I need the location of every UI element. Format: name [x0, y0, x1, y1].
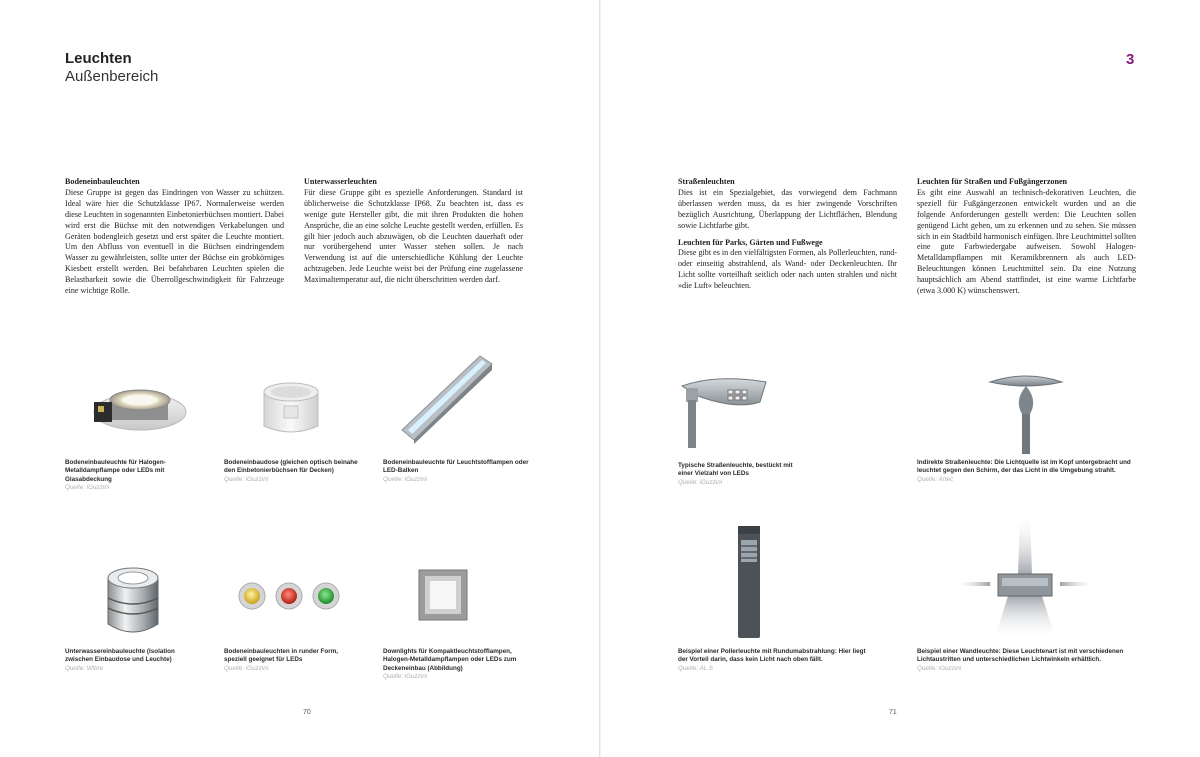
- caption-text: Typische Straßenleuchte, bestückt mit einer Vielzahl von LEDs: [678, 462, 793, 478]
- caption-source: Quelle: iGuzzini: [383, 672, 428, 680]
- figure-caption: [65, 648, 195, 673]
- chapter-title: Leuchten: [65, 50, 132, 67]
- column-heading: Unterwasserleuchten: [304, 177, 377, 186]
- column-heading: Straßenleuchten: [678, 177, 735, 186]
- page-number-left: 70: [303, 709, 311, 716]
- caption-text: Bodeneinbaudose (gleichen optisch beinahe den Einbetonierbüchsen für Decken): [224, 459, 358, 475]
- column-body-2: Diese gibt es in den vielfältigsten Formen, als Pollerleuchten, rund- oder einseitig abstrahlend, als Wand- oder Deckenleuchten. Ihr Licht sollte vorteilhaft seitlich oder nach unten strahlen und nicht »die Luft« beleuchten.: [678, 248, 897, 291]
- page-number-right: 71: [889, 709, 897, 716]
- mounting-box-icon: [256, 376, 326, 438]
- square-downlight-icon: [417, 568, 469, 622]
- caption-source: Quelle: iGuzzini: [917, 664, 962, 672]
- figure-caption: [224, 459, 370, 484]
- figure-caption: [383, 648, 533, 681]
- figure-caption: [383, 459, 533, 484]
- caption-text: Indirekte Straßenleuchte: Die Lichtquelle ist im Kopf untergebracht und leuchtet gegen den Schirm, der das Licht in die Umgebung strahlt.: [917, 459, 1131, 475]
- figure-caption: [65, 459, 205, 492]
- figure-caption: [678, 648, 868, 673]
- caption-source: Quelle: Artec: [917, 475, 954, 483]
- caption-text: Beispiel einer Pollerleuchte mit Rundumabstrahlung: Hier liegt der Vorteil darin, dass kein Licht nach oben fällt.: [678, 648, 866, 664]
- indirect-street-light-icon: [984, 370, 1068, 454]
- column-heading: Leuchten für Straßen und Fußgängerzonen: [917, 177, 1068, 186]
- caption-source: Quelle: iGuzzini: [224, 664, 269, 672]
- underwater-light-icon: [100, 558, 166, 640]
- figure-caption: [224, 648, 354, 673]
- text-column-bodeneinbauleuchten: [65, 177, 284, 297]
- column-subheading: Leuchten für Parks, Gärten und Fußwege: [678, 237, 823, 247]
- caption-text: Unterwassereinbauleuchte (Isolation zwischen Einbaudose und Leuchte): [65, 648, 175, 664]
- column-body: Dies ist ein Spezialgebiet, das vorwiegend dem Fachmann überlassen werden muss, da es hier zwingende Vorschriften bezüglich Ausrichtung, Überlappung der Lichtflächen, Blendung sowie Lichtfarbe gibt.: [678, 187, 897, 230]
- linear-floor-light-icon: [396, 352, 496, 444]
- figure-caption: [678, 462, 798, 487]
- caption-text: Bodeneinbauleuchte für Leuchtstofflampen oder LED-Balken: [383, 459, 529, 475]
- column-body: Für diese Gruppe gibt es spezielle Anforderungen. Standard ist üblicherweise die Schutzklasse IP68. Zu beachten ist, dass es wenige gute Hersteller gibt, die mit ihren Produkten die hohen Ansprüche, die an eine solche Leuchte gestellt werden, erfüllen. Es gilt hier jedoch auch abzuwägen, ob die Leuchten dauerhaft oder nur vorübergehend unter Wasser stehen sollen. Je nach Verwendung ist auf die unterschiedliche Kühlung der Leuchte achtzugeben. Jede Leuchte weist bei der Prüfung eine zugelassene Maximaltemperatur auf, die nicht überschritten werden darf.: [304, 187, 523, 285]
- column-body: Diese Gruppe ist gegen das Eindringen von Wasser zu schützen. Ideal wäre hier die Schutzklasse IP67. Normalerweise werden diese Leuchten in sogenannten Einbetonierbüchsen montiert. Dabei wird erst die Büchse mit den notwendigen Verkabelungen und Geräten bodengleich gesetzt und erst später die Leuchte montiert. Um den Abfluss von eventuell in die Büchsen eindringendem Wasser zu gewährleisten, sollte unter der Büchse ein grobkörniges Kiesbett erstellt werden. Bei befahrbaren Leuchten spielen die Belastbarkeit sowie die Überrollgeschwindigkeit für Fahrzeuge eine wichtige Rolle.: [65, 187, 284, 296]
- caption-source: Quelle: Wibre: [65, 664, 104, 672]
- caption-source: Quelle: iGuzzini: [65, 483, 110, 491]
- round-floor-lights-icon: [238, 580, 342, 612]
- column-heading: Bodeneinbauleuchten: [65, 177, 140, 186]
- chapter-subtitle: Außenbereich: [65, 68, 159, 85]
- caption-text: Beispiel einer Wandleuchte: Diese Leuchtenart ist mit verschiedenen Lichtaustritten und unterschiedlichen Lichtwinkeln erhältlich.: [917, 648, 1124, 664]
- text-column-unterwasserleuchten: [304, 177, 523, 286]
- text-column-fussgaengerzonen: [917, 177, 1136, 297]
- caption-source: Quelle: AL S: [678, 664, 714, 672]
- caption-text: Bodeneinbauleuchte für Halogen-Metalldampflampe oder LEDs mit Glasabdeckung: [65, 459, 166, 483]
- wall-light-icon: [950, 512, 1100, 640]
- text-column-strassenleuchten: [678, 177, 897, 292]
- caption-text: Downlights für Kompaktleuchtstofflampen, Halogen-Metalldampflampen oder LEDs zum Deckeneinbau (Abbildung): [383, 648, 517, 672]
- street-light-icon: [676, 372, 774, 448]
- chapter-number: 3: [1126, 51, 1135, 68]
- figure-caption: [917, 459, 1139, 484]
- figure-caption: [917, 648, 1139, 673]
- caption-source: Quelle: iGuzzini: [383, 475, 428, 483]
- caption-text: Bodeneinbauleuchten in runder Form, speziell geeignet für LEDs: [224, 648, 339, 664]
- recessed-floor-light-icon: [84, 372, 189, 442]
- caption-source: Quelle: iGuzzini: [224, 475, 269, 483]
- bollard-light-icon: [734, 522, 764, 640]
- column-body: Es gibt eine Auswahl an technisch-dekorativen Leuchten, die speziell für Fußgängerzonen entwickelt wurden und an die folgende Anforderungen gestellt werden: Die Leuchten sollen genügend Licht geben, um zu erkennen und zu sehen. Sie müssen sich in ein Stadtbild harmonisch einfügen. Ihre Leuchtmittel sollten eine gute Farbwiedergabe aufweisen. Sowohl Halogen-Metalldampflampen mit Keramikbrennern als auch LED-Beleuchtungen können Leuchtmittel sein. Da eine Nutzung hauptsächlich am Abend stattfindet, ist eine warme Lichtfarbe (etwa 3.000 K) wünschenswert.: [917, 187, 1136, 296]
- caption-source: Quelle: iGuzzini: [678, 478, 723, 486]
